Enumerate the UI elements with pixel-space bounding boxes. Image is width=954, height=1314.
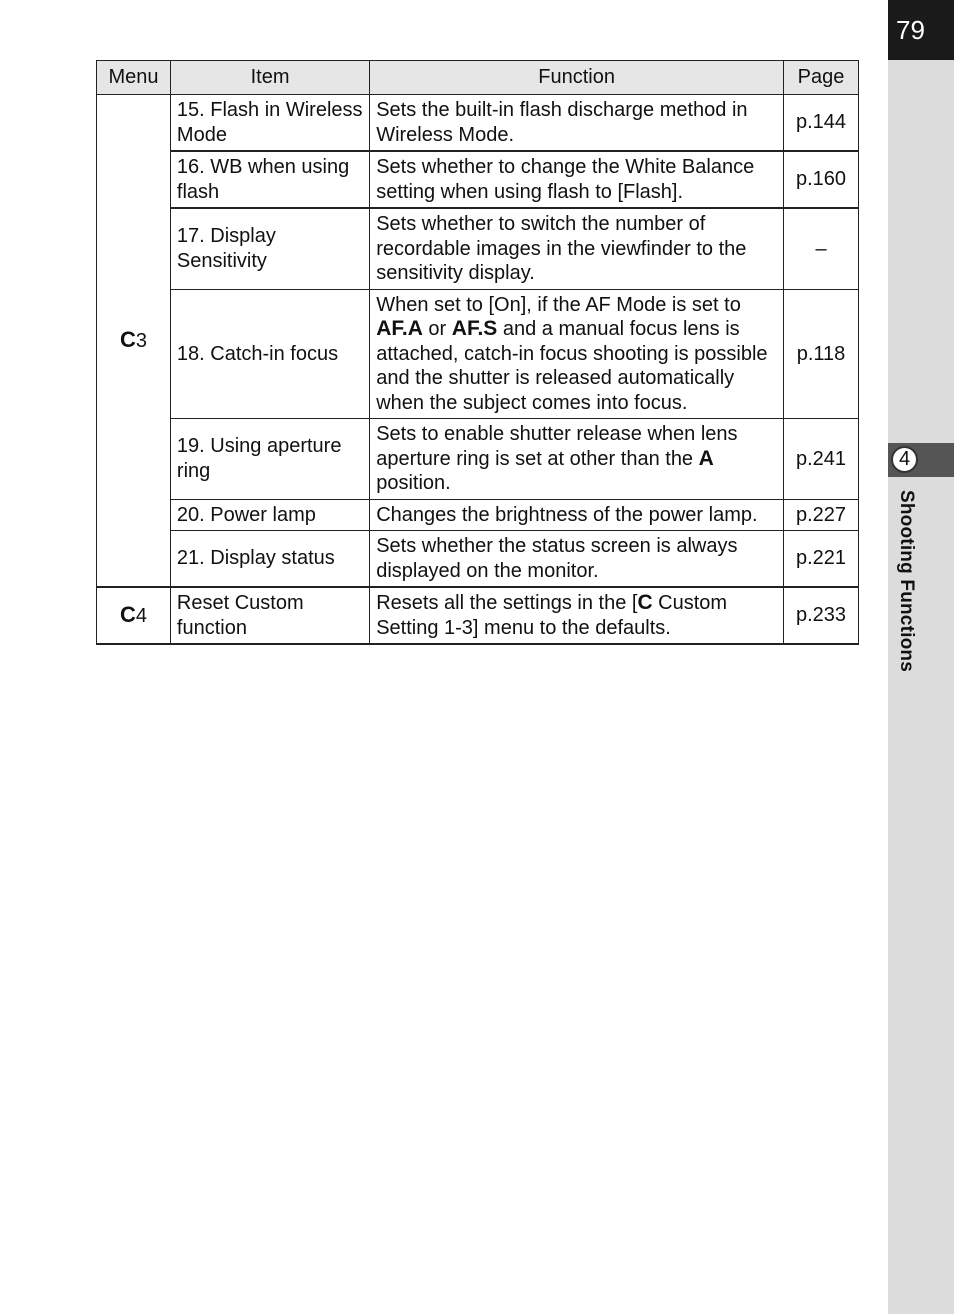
function-cell: Sets the built-in flash discharge method in Wireless Mode.: [370, 95, 784, 152]
table-row: [97, 499, 859, 531]
page-cell: p.144: [784, 95, 859, 152]
item-cell: 18. Catch-in focus: [170, 289, 369, 419]
item-cell: Reset Custom function: [170, 587, 369, 644]
item-cell: 20. Power lamp: [170, 499, 369, 531]
function-cell: Sets whether to change the White Balance setting when using flash to [Flash].: [370, 151, 784, 208]
item-cell: 15. Flash in Wireless Mode: [170, 95, 369, 152]
af-s-mode-icon: AF.S: [451, 317, 498, 340]
page-cell: p.227: [784, 499, 859, 531]
custom-settings-table: [96, 60, 859, 645]
item-cell: 19. Using aperture ring: [170, 419, 369, 500]
custom-menu-icon: C: [119, 326, 136, 352]
item-cell: 21. Display status: [170, 531, 369, 588]
menu-cell-c3: [97, 95, 171, 588]
page-cell: p.221: [784, 531, 859, 588]
table-row: [97, 289, 859, 419]
item-cell: 16. WB when using flash: [170, 151, 369, 208]
page-cell: –: [784, 208, 859, 289]
header-page: Page: [784, 61, 859, 95]
menu-number: 4: [135, 604, 147, 627]
function-cell: Sets to enable shutter release when lens aperture ring is set at other than the A position.: [370, 419, 784, 500]
function-cell: Resets all the settings in the [C Custom Setting 1-3] menu to the defaults.: [370, 587, 784, 644]
custom-menu-icon: C: [119, 601, 136, 627]
menu-number: 3: [135, 329, 147, 352]
table-row: [97, 95, 859, 152]
page-cell: p.233: [784, 587, 859, 644]
header-menu: Menu: [97, 61, 171, 95]
aperture-auto-icon: A: [698, 446, 714, 470]
table-row: [97, 419, 859, 500]
table-row: [97, 531, 859, 588]
chapter-title: Shooting Functions: [896, 490, 917, 672]
header-item: Item: [170, 61, 369, 95]
function-cell: Changes the brightness of the power lamp.: [370, 499, 784, 531]
chapter-number-badge: 4: [891, 446, 918, 473]
page-cell: p.241: [784, 419, 859, 500]
function-cell: When set to [On], if the AF Mode is set to AF.A or AF.S and a manual focus lens is attached, catch-in focus shooting is possible and the shutter is released automatically when the subject comes into focus.: [370, 289, 784, 419]
item-cell: 17. Display Sensitivity: [170, 208, 369, 289]
table-row: [97, 208, 859, 289]
table-row: [97, 151, 859, 208]
menu-cell-c4: [97, 587, 171, 644]
page-cell: p.160: [784, 151, 859, 208]
header-function: Function: [370, 61, 784, 95]
function-cell: Sets whether to switch the number of recordable images in the viewfinder to the sensitivity display.: [370, 208, 784, 289]
table-header-row: [97, 61, 859, 95]
custom-menu-icon: C: [637, 591, 653, 614]
page-number: 79: [888, 0, 954, 60]
function-cell: Sets whether the status screen is always displayed on the monitor.: [370, 531, 784, 588]
page-cell: p.118: [784, 289, 859, 419]
af-a-mode-icon: AF.A: [376, 317, 423, 340]
table-row: [97, 587, 859, 644]
